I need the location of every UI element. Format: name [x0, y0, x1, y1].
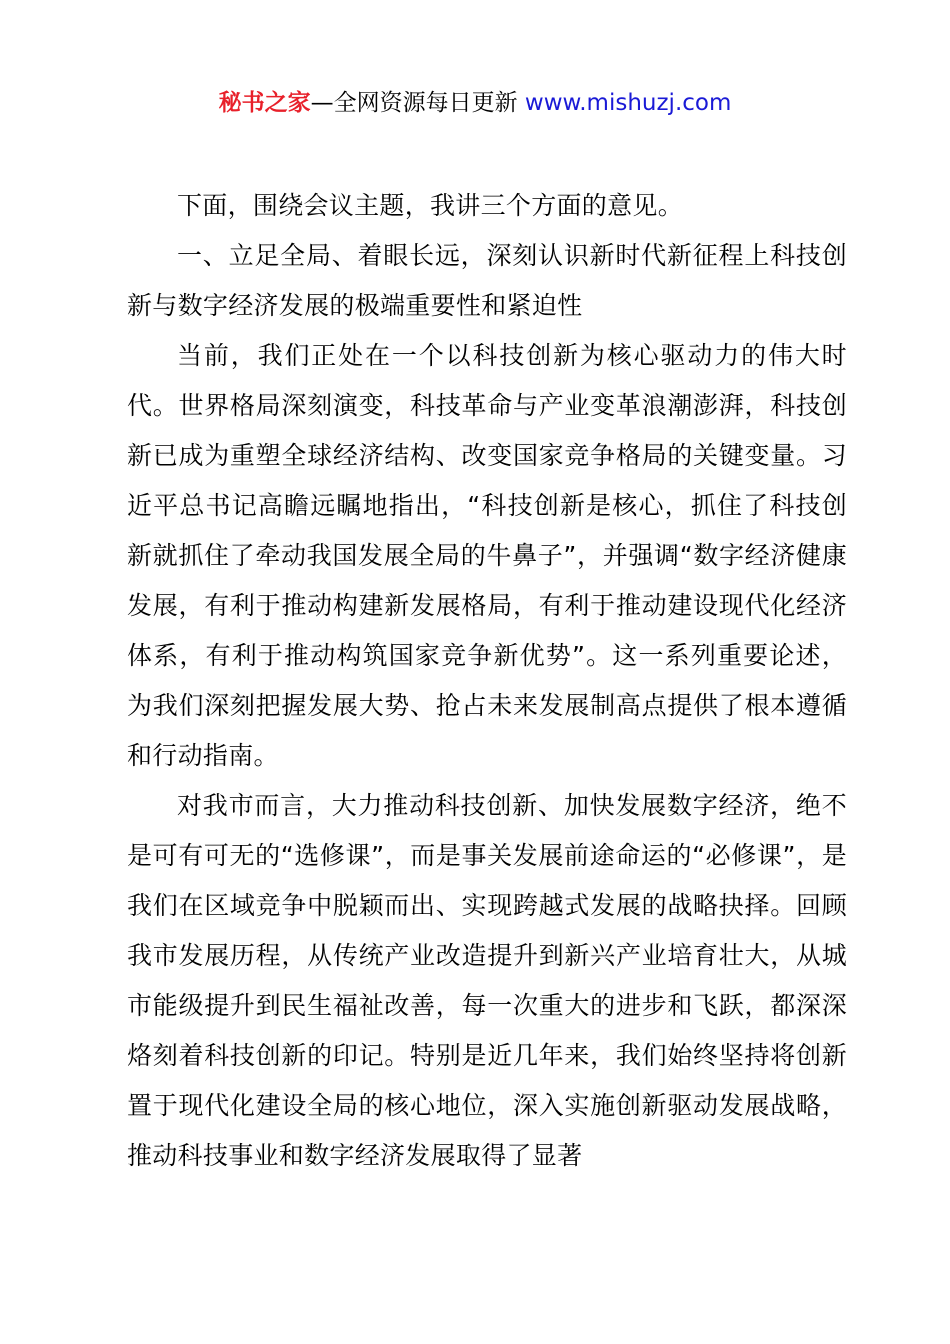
- document-body: [127, 181, 847, 1181]
- section-heading-1: 一、立足全局、着眼长远，深刻认识新时代新征程上科技创新与数字经济发展的极端重要性和紧迫性: [127, 241, 847, 320]
- paragraph-body: 当前，我们正处在一个以科技创新为核心驱动力的伟大时代。世界格局深刻演变，科技革命与产业变革浪潮澎湃，科技创新已成为重塑全球经济结构、改变国家竞争格局的关键变量。习近平总书记高瞻远瞩地指出，“科技创新是核心，抓住了科技创新就抓住了牵动我国发展全局的牛鼻子”，并强调“数字经济健康发展，有利于推动构建新发展格局，有利于推动建设现代化经济体系，有利于推动构筑国家竞争新优势”。这一系列重要论述，为我们深刻把握发展大势、抢占未来发展制高点提供了根本遵循和行动指南。: [127, 341, 847, 770]
- paragraph-intro: 下面，围绕会议主题，我讲三个方面的意见。: [177, 191, 684, 220]
- brand-name: 秘书之家: [218, 90, 311, 116]
- page-header: [0, 86, 950, 120]
- header-tagline: —全网资源每日更新: [310, 90, 525, 116]
- paragraph-body: 对我市而言，大力推动科技创新、加快发展数字经济，绝不是可有可无的“选修课”，而是事关发展前途命运的“必修课”，是我们在区域竞争中脱颖而出、实现跨越式发展的战略抉择。回顾我市发展历程，从传统产业改造提升到新兴产业培育壮大，从城市能级提升到民生福祉改善，每一次重大的进步和飞跃，都深深烙刻着科技创新的印记。特别是近几年来，我们始终坚持将创新置于现代化建设全局的核心地位，深入实施创新驱动发展战略，推动科技事业和数字经济发展取得了显著: [127, 791, 847, 1170]
- site-url-link[interactable]: www.mishuzj.com: [524, 90, 732, 116]
